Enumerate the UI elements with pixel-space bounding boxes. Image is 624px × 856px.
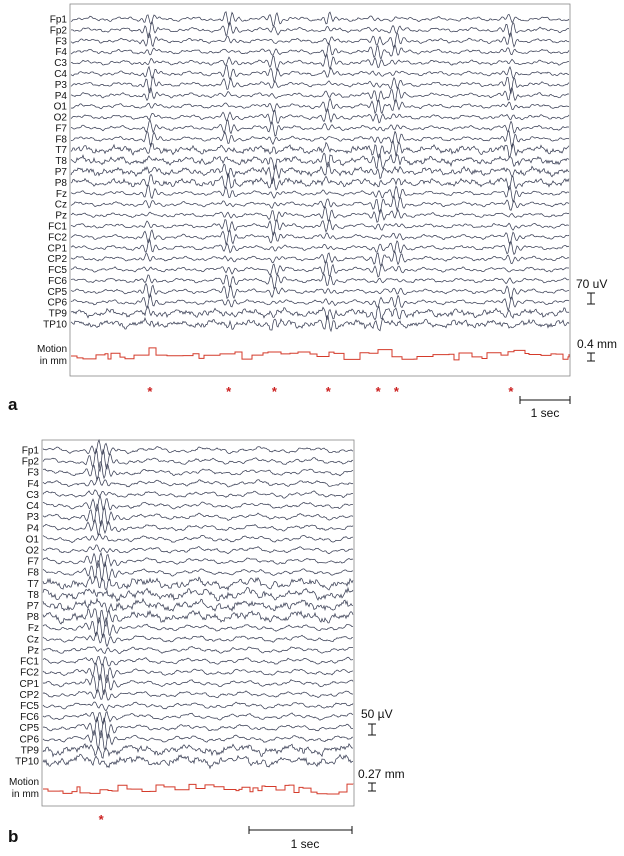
eeg-trace-t8	[71, 153, 569, 169]
channel-label-f4: F4	[55, 47, 67, 59]
channel-label-f4: F4	[27, 478, 39, 490]
eeg-trace-tp10	[43, 754, 353, 768]
channel-label-fc2: FC2	[20, 667, 39, 679]
channel-label-p4: P4	[54, 90, 67, 102]
eeg-trace-cp1	[71, 239, 569, 254]
motion-trace	[43, 784, 353, 794]
channel-label-f7: F7	[27, 556, 39, 568]
channel-label-f3: F3	[27, 467, 39, 479]
eeg-trace-fz	[71, 185, 569, 202]
channel-label-fc5: FC5	[48, 265, 67, 277]
channel-label-t7: T7	[27, 578, 39, 590]
eeg-trace-cp5	[71, 284, 569, 300]
channel-label-tp10: TP10	[15, 756, 39, 768]
channel-label-o1: O1	[53, 101, 67, 113]
channel-label-t7: T7	[55, 145, 67, 157]
artifact-marker: *	[375, 384, 381, 399]
eeg-trace-cz	[71, 196, 569, 213]
eeg-trace-fc2	[43, 663, 353, 683]
panel-a-letter: a	[8, 395, 18, 414]
eeg-trace-c3	[43, 490, 353, 498]
eeg-trace-p8	[71, 173, 569, 189]
eeg-trace-fc5	[71, 261, 569, 277]
artifact-marker: *	[147, 384, 153, 399]
channel-label-f3: F3	[55, 36, 67, 48]
motion-trace	[71, 348, 569, 360]
channel-label-c3: C3	[54, 58, 67, 70]
eeg-trace-fp2	[71, 21, 569, 37]
channel-label-c4: C4	[54, 68, 67, 80]
channel-label-p3: P3	[26, 512, 39, 524]
eeg-trace-o2	[43, 545, 353, 554]
eeg-trace-fc1	[43, 656, 353, 666]
channel-label-fc6: FC6	[20, 712, 39, 724]
eeg-trace-c3	[71, 55, 569, 71]
channel-label-fp2: Fp2	[49, 25, 67, 37]
channel-label-cp5: CP5	[47, 286, 67, 298]
eeg-trace-c4	[43, 495, 353, 511]
eeg-trace-p3	[43, 504, 353, 525]
eeg-trace-cz	[43, 632, 353, 647]
eeg-trace-pz	[43, 646, 353, 653]
eeg-trace-t7	[71, 140, 569, 158]
eeg-trace-fp1	[71, 12, 569, 26]
eeg-trace-f7	[43, 553, 353, 568]
eeg-trace-pz	[71, 207, 569, 223]
a-motion-scale-label: 0.4 mm	[577, 337, 618, 351]
motion-label-line2: in mm	[39, 356, 67, 367]
eeg-trace-f3	[43, 462, 353, 481]
b-time-scale-label: 1 sec	[290, 837, 320, 851]
eeg-trace-f3	[71, 33, 569, 49]
eeg-trace-f7	[71, 120, 569, 136]
eeg-trace-fc6	[71, 274, 569, 288]
eeg-trace-p3	[71, 76, 569, 93]
channel-label-o2: O2	[25, 545, 39, 557]
channel-label-f8: F8	[55, 134, 67, 146]
motion-label-line1: Motion	[36, 344, 67, 355]
artifact-marker: *	[98, 812, 104, 827]
eeg-trace-t8	[43, 587, 353, 601]
channel-label-f7: F7	[55, 123, 67, 135]
motion-label-line2: in mm	[11, 789, 39, 800]
eeg-trace-t7	[43, 576, 353, 590]
eeg-trace-o2	[71, 109, 569, 124]
channel-label-fc6: FC6	[48, 275, 67, 287]
channel-label-cz: Cz	[54, 199, 67, 211]
eeg-trace-p4	[71, 87, 569, 102]
panel-b-frame	[42, 440, 354, 806]
eeg-trace-fc2	[71, 230, 569, 244]
b-amplitude-scale-label: 50 µV	[361, 707, 393, 721]
panel-b-letter: b	[8, 827, 19, 846]
channel-label-cp2: CP2	[19, 689, 39, 701]
channel-label-p8: P8	[54, 177, 67, 189]
channel-label-t8: T8	[55, 156, 67, 168]
channel-label-p3: P3	[54, 79, 67, 91]
a-time-scale-label: 1 sec	[530, 406, 560, 420]
channel-label-fc2: FC2	[48, 232, 67, 244]
artifact-marker: *	[271, 384, 277, 399]
eeg-trace-cp5	[43, 718, 353, 738]
channel-label-cp5: CP5	[19, 723, 39, 735]
eeg-trace-tp10	[71, 316, 569, 331]
channel-label-cp2: CP2	[47, 254, 67, 266]
channel-label-tp9: TP9	[48, 308, 67, 320]
eeg-trace-p8	[43, 609, 353, 626]
eeg-trace-fp1	[43, 440, 353, 454]
channel-label-fp1: Fp1	[21, 445, 39, 457]
artifact-marker: *	[508, 384, 514, 399]
channel-label-tp9: TP9	[20, 745, 39, 757]
eeg-trace-cp2	[71, 252, 569, 267]
channel-label-c3: C3	[26, 489, 39, 501]
channel-label-fp1: Fp1	[49, 14, 67, 26]
channel-label-c4: C4	[26, 501, 39, 513]
channel-label-p7: P7	[26, 601, 39, 612]
channel-label-fc1: FC1	[20, 656, 39, 668]
channel-label-fp2: Fp2	[21, 456, 39, 468]
channel-label-cp6: CP6	[47, 297, 67, 309]
channel-label-tp10: TP10	[43, 319, 67, 331]
eeg-trace-cp1	[43, 675, 353, 695]
eeg-trace-f4	[43, 477, 353, 487]
channel-label-fz: Fz	[55, 188, 67, 200]
eeg-trace-tp9	[71, 306, 569, 320]
eeg-trace-fc6	[43, 712, 353, 725]
channel-label-cp1: CP1	[47, 243, 67, 255]
channel-label-fz: Fz	[27, 623, 39, 635]
panel-b	[8, 440, 405, 851]
channel-label-pz: Pz	[55, 210, 67, 222]
channel-label-f8: F8	[27, 567, 39, 579]
eeg-trace-p4	[43, 520, 353, 535]
channel-label-fc5: FC5	[20, 700, 39, 712]
channel-label-fc1: FC1	[48, 221, 67, 233]
channel-label-p4: P4	[26, 523, 39, 535]
eeg-trace-fc5	[43, 702, 353, 711]
eeg-trace-cp6	[71, 294, 569, 310]
channel-label-t8: T8	[27, 589, 39, 601]
channel-label-cp1: CP1	[19, 678, 39, 690]
eeg-trace-o1	[71, 98, 569, 113]
a-amplitude-scale-label: 70 uV	[576, 277, 608, 291]
channel-label-p8: P8	[26, 612, 39, 624]
eeg-trace-fz	[43, 618, 353, 638]
b-motion-scale-label: 0.27 mm	[358, 767, 405, 781]
artifact-marker: *	[393, 384, 399, 399]
eeg-trace-o1	[43, 534, 353, 543]
artifact-marker: *	[325, 384, 331, 399]
artifact-marker: *	[226, 384, 232, 399]
channel-label-cz: Cz	[26, 634, 39, 646]
channel-label-pz: Pz	[27, 645, 39, 657]
motion-label-line1: Motion	[8, 777, 39, 788]
channel-label-o1: O1	[25, 534, 39, 546]
channel-label-p7: P7	[54, 167, 67, 178]
eeg-trace-f8	[71, 131, 569, 148]
channel-label-o2: O2	[53, 112, 67, 124]
eeg-trace-cp2	[43, 689, 353, 700]
panel-a	[8, 4, 617, 420]
channel-label-cp6: CP6	[19, 734, 39, 746]
eeg-trace-tp9	[43, 744, 353, 758]
